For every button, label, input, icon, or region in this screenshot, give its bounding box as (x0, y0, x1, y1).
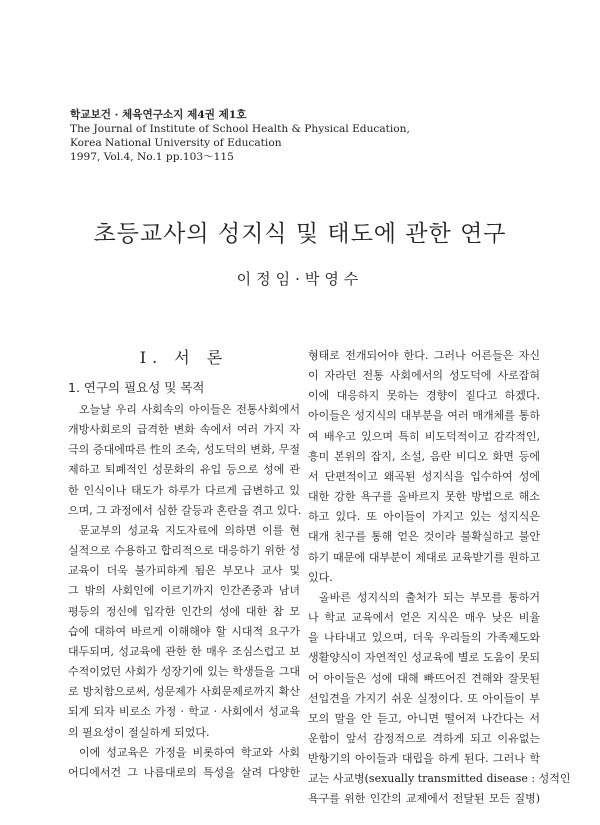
journal-institution: Korea National University of Education (70, 137, 282, 149)
text-line: 을 나타내고 있으며, 더욱 우리들의 가족제도와 (308, 631, 540, 645)
text-line: 이 자라던 전통 사회에서의 성도덕에 사로잡혀 (308, 369, 540, 383)
section-heading: I. 서 론 (139, 348, 229, 367)
text-line: 있다. (308, 570, 333, 584)
text-line: 운함이 앞서 감정적으로 격하게 되고 이유없는 (308, 731, 540, 745)
text-line: 이에 대응하지 못하는 경향이 짙다고 하겠다. (308, 389, 540, 403)
text-line: 아이들은 성지식의 대부분을 여러 매개체를 통하 (308, 409, 540, 423)
text-line: 생활양식이 자연적인 성교육에 별로 도움이 못되 (308, 651, 540, 665)
text-line: 대개 친구를 통해 얻은 것이라 불확실하고 불안 (308, 530, 540, 544)
text-line: 여 배우고 있으며 특히 비도덕적이고 감각적인, (308, 429, 540, 443)
paper-title: 초등교사의 성지식 및 태도에 관한 연구 (93, 221, 507, 247)
text-line: 대두되며, 성교육에 관한 한 매우 조심스럽고 보 (68, 644, 300, 658)
text-line: 흥미 본위의 잡지, 소설, 음란 비디오 화면 등에 (308, 449, 540, 463)
text-line: 어 아이들은 성에 대해 빠뜨어진 견해와 잘못된 (308, 671, 540, 685)
journal-header (70, 108, 410, 164)
text-line: 로 방치함으로써, 성문제가 사회문제로까지 확산 (68, 685, 300, 699)
journal-citation: 1997, Vol.4, No.1 pp.103～115 (70, 151, 234, 163)
text-line: 어디에서건 그 나름대로의 특성을 살려 다양한 (68, 765, 300, 779)
text-line: 모의 말을 안 듣고, 아니면 떨어져 나간다는 서 (308, 711, 540, 725)
text-line: 수적이었던 사회가 성장기에 있는 학생들을 그대 (68, 665, 300, 679)
text-line: 실적으로 수용하고 합리적으로 대응하기 위한 성 (68, 544, 300, 558)
text-line: 개방사회로의 급격한 변화 속에서 여러 가지 자 (68, 423, 300, 437)
text-line: 그 밖의 사회인에 이르기까지 인간존중과 남녀 (68, 584, 300, 598)
text-line: 반항기의 아이들과 대립을 하게 된다. 그러나 학 (308, 752, 540, 766)
subsection-heading: 1. 연구의 필요성 및 목적 (68, 380, 205, 395)
left-column (68, 400, 300, 783)
right-column (308, 346, 571, 810)
text-line: 되게 되자 비로소 가정 · 학교 · 사회에서 성교육 (68, 705, 300, 719)
text-line: 하기 때문에 대부분이 제대로 교육받기를 원하고 (308, 550, 540, 564)
text-line: 교육이 더욱 불가피하게 됨은 부모나 교사 및 (68, 564, 300, 578)
text-line: 선입견을 가지기 쉬운 실정이다. 또 아이들이 부 (308, 691, 540, 705)
text-line: 한 인식이나 태도가 하루가 다르게 급변하고 있 (68, 483, 300, 497)
text-line: 습에 대하여 바르게 이해해야 할 시대적 요구가 (68, 624, 300, 638)
text-line: 올바른 성지식의 출처가 되는 부모를 통하거 (319, 590, 540, 604)
text-line: 제하고 퇴폐적인 성문화의 유입 등으로 성에 관 (68, 463, 300, 477)
text-line: 이에 성교육은 가정을 비롯하여 학교와 사회 (79, 745, 300, 759)
text-line: 으며, 그 과정에서 심한 갈등과 혼란을 겪고 있다. (68, 503, 302, 517)
text-line: 나 학교 교육에서 얻은 지식은 매우 낮은 비율 (308, 611, 540, 625)
journal-name-korean: 학교보건 · 체육연구소지 제4권 제1호 (70, 109, 247, 121)
text-line: 극의 증대에따른 性의 조숙, 성도덕의 변화, 무절 (68, 443, 300, 457)
text-line: 서 단편적이고 왜곡된 성지식을 입수하여 성에 (308, 469, 540, 483)
text-line: 문교부의 성교육 지도자료에 의하면 이를 현 (79, 523, 300, 537)
text-line: 교는 사교병(sexually transmitted disease : 성적인 (308, 772, 571, 786)
paper-authors: 이정임·박영수 (236, 270, 364, 288)
journal-name-english: The Journal of Institute of School Health & Physical Education, (70, 123, 410, 135)
text-line: 욕구를 위한 인간의 교제에서 전달된 모든 질병) (308, 792, 540, 806)
text-line: 대한 강한 욕구를 올바르지 못한 방법으로 해소 (308, 490, 540, 504)
text-line: 의 필요성이 절실하게 되었다. (68, 725, 210, 739)
text-line: 오늘날 우리 사회속의 아이들은 전통사회에서 (79, 403, 300, 416)
text-line: 평등의 정신에 입각한 인간의 성에 대한 참 모 (68, 604, 300, 618)
text-line: 하고 있다. 또 아이들이 가지고 있는 성지식은 (308, 510, 540, 524)
text-line: 형태로 전개되어야 한다. 그러나 어른들은 자신 (308, 349, 540, 362)
